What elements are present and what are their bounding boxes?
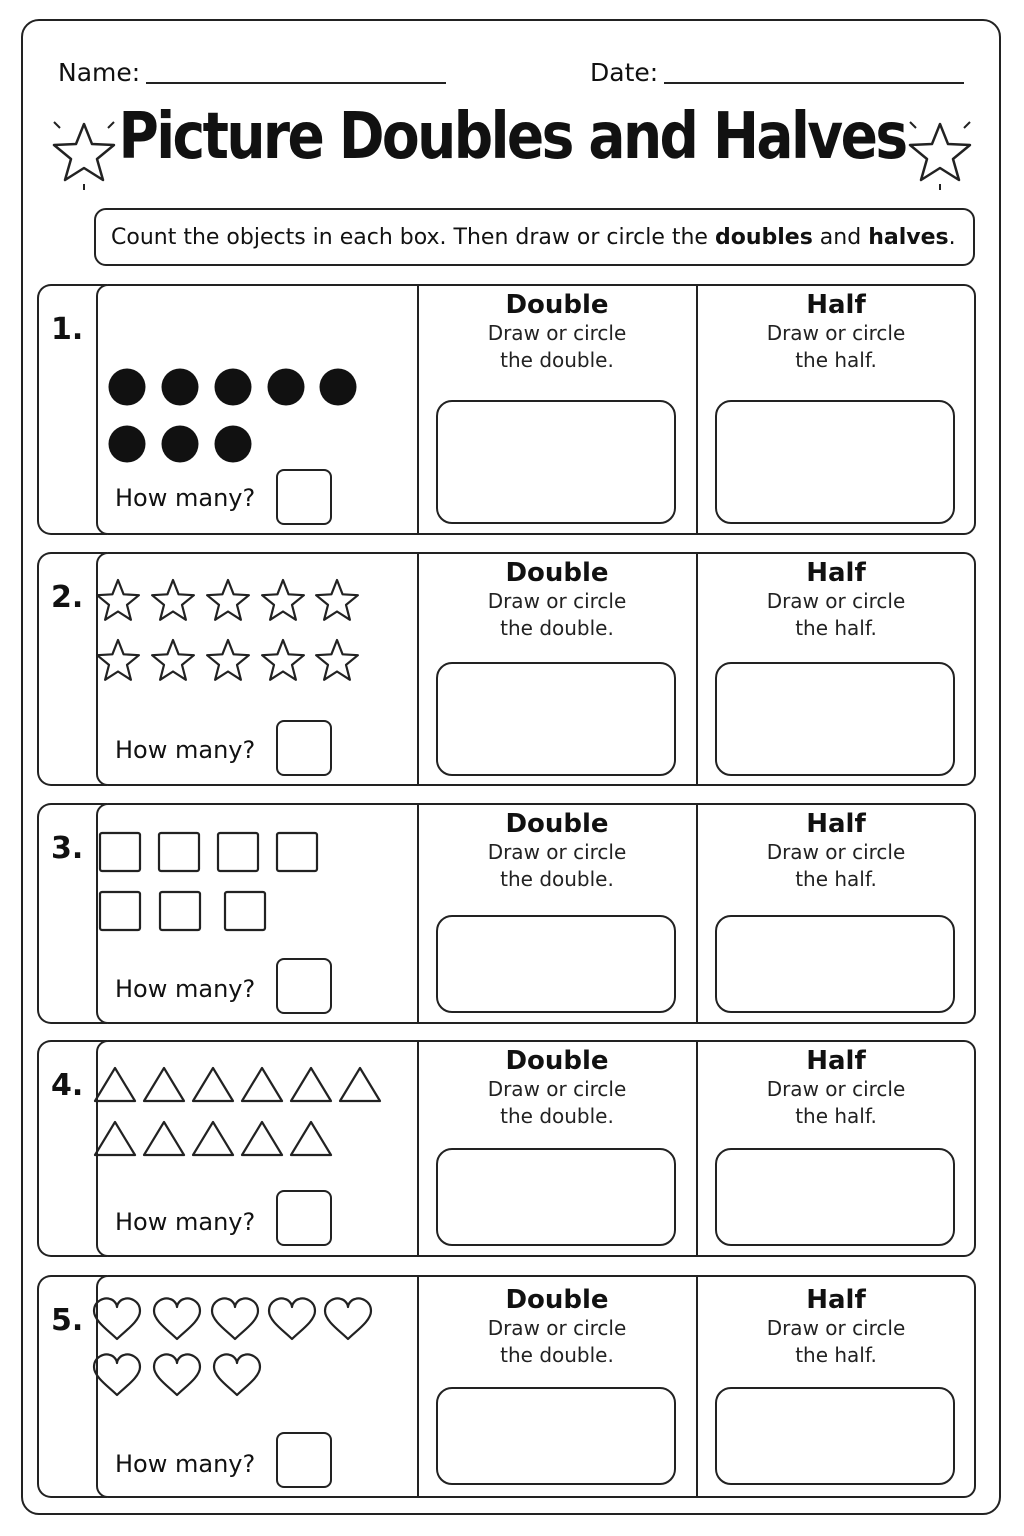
half-title: Half [806,809,866,839]
half-column-header [697,1285,975,1369]
page-title: Picture Doubles and Halves [118,100,906,174]
half-draw-box[interactable] [715,1387,955,1485]
name-label: Name: [58,58,141,87]
triangle-outline-icon [193,1068,233,1101]
double-title: Double [505,558,609,588]
star-outline-icon [262,580,304,620]
half-instruction-line-1: Draw or circle [766,321,906,345]
how-many-label: How many? [115,1450,256,1478]
double-draw-box[interactable] [436,400,676,524]
problem-row [37,803,976,1024]
instructions-and: and [812,224,869,250]
heart-outline-icon [214,1355,260,1396]
how-many-answer-box[interactable] [276,1432,332,1488]
double-title: Double [505,290,609,320]
half-title: Half [806,290,866,320]
instructions-text: Count the objects in each box. Then draw or circle the [111,224,715,250]
star-outline-icon [97,640,139,680]
triangle-outline-icon [95,1122,135,1155]
triangle-outline-icon [95,1068,135,1101]
objects-svg [96,574,416,714]
half-draw-box[interactable] [715,662,955,776]
half-instruction-line-1: Draw or circle [766,589,906,613]
star-outline-icon [207,580,249,620]
how-many-answer-box[interactable] [276,720,332,776]
triangle-outline-icon [193,1122,233,1155]
star-outline-icon [316,640,358,680]
double-instruction-line-1: Draw or circle [487,1077,627,1101]
triangle-outline-icon [340,1068,380,1101]
double-instruction-line-2: the double. [500,1104,614,1128]
double-instruction-line-2: the double. [500,1343,614,1367]
double-instruction-line-2: the double. [500,616,614,640]
instructions-doubles: doubles [714,224,813,250]
double-column-header [418,1046,696,1130]
instructions-halves: halves [868,224,949,250]
how-many-label: How many? [115,736,256,764]
triangle-outline-icon [242,1122,282,1155]
square-outline-icon [160,892,200,930]
half-title: Half [806,558,866,588]
instructions-period: . [948,224,956,250]
half-draw-box[interactable] [715,1148,955,1246]
half-instruction-line-1: Draw or circle [766,1077,906,1101]
half-draw-box[interactable] [715,915,955,1013]
half-column-header [697,1046,975,1130]
problem-row [37,1040,976,1257]
heart-outline-icon [269,1299,315,1340]
triangle-outline-icon [242,1068,282,1101]
how-many-answer-box[interactable] [276,1190,332,1246]
double-instruction-line-1: Draw or circle [487,1316,627,1340]
star-outline-icon [207,640,249,680]
problem-number: 3. [51,831,84,866]
filled-circle-icon [109,426,146,463]
triangle-outline-icon [291,1122,331,1155]
problem-row [37,552,976,786]
problem-number: 1. [51,312,84,347]
heart-outline-icon [94,1299,140,1340]
triangle-outline-icon [144,1068,184,1101]
problem-number: 5. [51,1303,84,1338]
date-label: Date: [590,58,659,87]
double-column-header [418,290,696,374]
double-draw-box[interactable] [436,1387,676,1485]
half-column-header [697,290,975,374]
double-draw-box[interactable] [436,662,676,776]
half-instruction-line-2: the half. [795,616,877,640]
square-outline-icon [218,833,258,871]
filled-circle-icon [215,426,252,463]
how-many-label: How many? [115,484,256,512]
square-outline-icon [159,833,199,871]
how-many-label: How many? [115,975,256,1003]
instructions-box [94,208,975,266]
objects-svg [96,1295,416,1435]
double-instruction-line-1: Draw or circle [487,589,627,613]
heart-outline-icon [325,1299,371,1340]
triangle-outline-icon [291,1068,331,1101]
objects-svg [96,831,416,971]
problem-number: 4. [51,1068,84,1103]
double-column-header [418,1285,696,1369]
double-instruction-line-1: Draw or circle [487,840,627,864]
half-title: Half [806,1046,866,1076]
star-outline-icon [152,580,194,620]
problem-row [37,284,976,535]
double-draw-box[interactable] [436,1148,676,1246]
double-title: Double [505,1046,609,1076]
double-column-header [418,809,696,893]
half-instruction-line-2: the half. [795,867,877,891]
double-instruction-line-2: the double. [500,867,614,891]
date-line[interactable] [664,82,964,84]
half-title: Half [806,1285,866,1315]
objects-svg [96,326,416,466]
square-outline-icon [277,833,317,871]
objects-svg [96,1064,416,1204]
half-draw-box[interactable] [715,400,955,524]
how-many-label: How many? [115,1208,256,1236]
filled-circle-icon [162,426,199,463]
double-title: Double [505,809,609,839]
half-instruction-line-2: the half. [795,1104,877,1128]
triangle-outline-icon [144,1122,184,1155]
half-instruction-line-2: the half. [795,1343,877,1367]
half-instruction-line-1: Draw or circle [766,1316,906,1340]
double-instruction-line-2: the double. [500,348,614,372]
name-line[interactable] [146,82,446,84]
square-outline-icon [225,892,265,930]
how-many-answer-box[interactable] [276,958,332,1014]
heart-outline-icon [154,1299,200,1340]
double-title: Double [505,1285,609,1315]
star-outline-icon [262,640,304,680]
heart-outline-icon [94,1355,140,1396]
star-outline-icon [152,640,194,680]
half-column-header [697,558,975,642]
filled-circle-icon [215,369,252,406]
half-instruction-line-1: Draw or circle [766,840,906,864]
half-instruction-line-2: the half. [795,348,877,372]
half-column-header [697,809,975,893]
square-outline-icon [100,833,140,871]
filled-circle-icon [162,369,199,406]
heart-outline-icon [154,1355,200,1396]
filled-circle-icon [268,369,305,406]
double-instruction-line-1: Draw or circle [487,321,627,345]
problem-number: 2. [51,580,84,615]
star-outline-icon [97,580,139,620]
star-outline-icon [316,580,358,620]
filled-circle-icon [109,369,146,406]
star-icon [904,114,976,190]
double-column-header [418,558,696,642]
problem-row [37,1275,976,1498]
square-outline-icon [100,892,140,930]
heart-outline-icon [212,1299,258,1340]
how-many-answer-box[interactable] [276,469,332,525]
double-draw-box[interactable] [436,915,676,1013]
filled-circle-icon [320,369,357,406]
